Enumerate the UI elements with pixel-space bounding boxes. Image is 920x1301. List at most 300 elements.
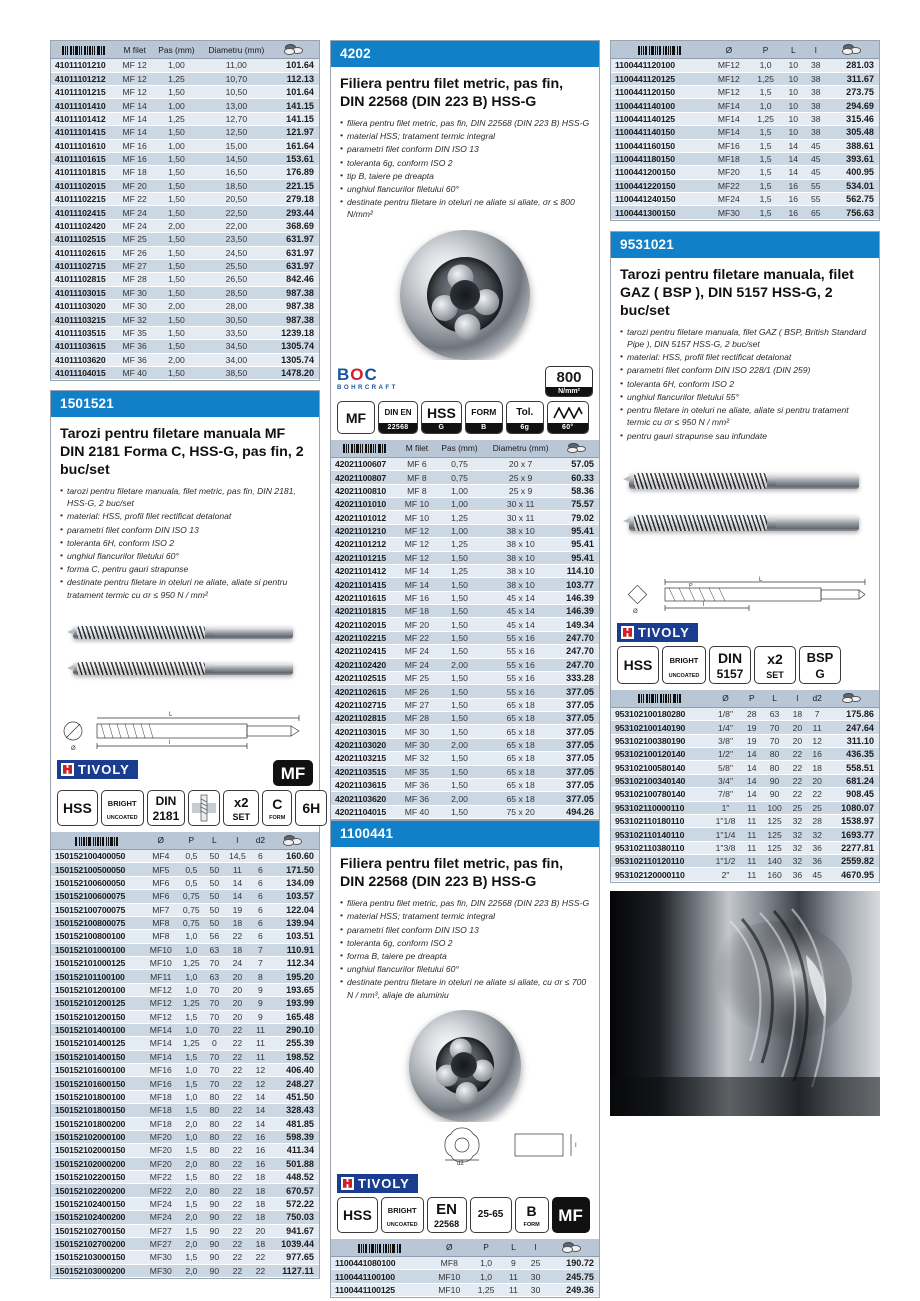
table-row[interactable] xyxy=(51,1197,319,1210)
cell-value: MF7 xyxy=(144,903,178,916)
badge-label-bottom: 5157 xyxy=(716,666,744,681)
table-row[interactable] xyxy=(51,1077,319,1090)
table-row[interactable] xyxy=(51,72,319,85)
cell-value: 125 xyxy=(762,828,788,841)
cell-value: 50 xyxy=(205,903,224,916)
table-row[interactable] xyxy=(51,353,319,366)
table-row[interactable] xyxy=(331,524,599,537)
table-header-row xyxy=(611,690,879,708)
product-title: Tarozi pentru filetare manuala MF DIN 2181 Forma C, HSS-G, pas fin, 2 buc/set xyxy=(60,425,304,478)
badge-din-2181 xyxy=(147,790,186,826)
cell-value: 0,75 xyxy=(178,903,205,916)
table-row[interactable] xyxy=(51,1157,319,1170)
cell-value: 1,25 xyxy=(178,997,205,1010)
product-code: 1100441 xyxy=(331,821,599,847)
strength-unit: N/mm² xyxy=(546,387,592,396)
cell-price: 58.36 xyxy=(557,484,599,497)
tap-image-1 xyxy=(629,473,859,489)
cell-value: MF24 xyxy=(144,1197,178,1210)
table-row[interactable] xyxy=(51,1064,319,1077)
cell-value: 16 xyxy=(251,1144,270,1157)
table-row[interactable] xyxy=(611,206,879,219)
drawing-label-d2: Ø xyxy=(633,608,638,615)
table-row[interactable] xyxy=(611,152,879,165)
table-row[interactable] xyxy=(331,778,599,791)
cell-code: 42021101210 xyxy=(331,524,399,537)
table-row[interactable] xyxy=(611,814,879,827)
table-row[interactable] xyxy=(51,99,319,112)
cell-value: MF16 xyxy=(709,139,750,152)
cell-value: MF 12 xyxy=(399,524,435,537)
table-row[interactable] xyxy=(611,828,879,841)
cell-price: 750.03 xyxy=(270,1211,319,1224)
table-row[interactable] xyxy=(611,166,879,179)
barcode-icon xyxy=(343,444,387,453)
tap-flutes xyxy=(634,515,767,531)
table-row[interactable] xyxy=(331,698,599,711)
price-coins-icon xyxy=(284,44,306,55)
cell-value: 1,50 xyxy=(152,340,201,353)
cell-value: 50 xyxy=(205,916,224,929)
cell-value: 65 x 18 xyxy=(484,765,557,778)
table-row[interactable] xyxy=(51,876,319,889)
table-row[interactable] xyxy=(611,868,879,881)
cell-value: MF18 xyxy=(709,152,750,165)
cell-value: 1,50 xyxy=(435,618,485,631)
cell-value: 1,50 xyxy=(152,326,201,339)
table-row[interactable] xyxy=(51,1211,319,1224)
table-row[interactable] xyxy=(51,233,319,246)
cell-value: 22 xyxy=(807,788,827,801)
cell-price: 987.38 xyxy=(272,286,319,299)
table-row[interactable] xyxy=(611,788,879,801)
table-row[interactable] xyxy=(51,1144,319,1157)
table-row[interactable] xyxy=(611,126,879,139)
cell-code: 1100441100125 xyxy=(331,1283,429,1296)
cell-value: 13,00 xyxy=(201,99,272,112)
table-row[interactable] xyxy=(611,59,879,72)
cell-price: 377.05 xyxy=(557,698,599,711)
cell-value: 14 xyxy=(782,166,805,179)
col-l: l xyxy=(805,41,828,59)
table-row[interactable] xyxy=(51,286,319,299)
cell-value: 20 xyxy=(807,774,827,787)
table-row[interactable] xyxy=(331,671,599,684)
table-row[interactable] xyxy=(611,855,879,868)
cell-value: MF30 xyxy=(144,1264,178,1277)
cell-code: 42021100810 xyxy=(331,484,399,497)
table-row[interactable] xyxy=(611,841,879,854)
table-row[interactable] xyxy=(51,313,319,326)
table-row[interactable] xyxy=(611,86,879,99)
cell-code: 42021103020 xyxy=(331,738,399,751)
cell-value: 55 xyxy=(805,179,828,192)
table-row[interactable] xyxy=(51,1184,319,1197)
table-row[interactable] xyxy=(51,166,319,179)
col-diameter: Ø xyxy=(709,41,750,59)
cell-value: 22 xyxy=(251,1264,270,1277)
table-row[interactable] xyxy=(51,126,319,139)
cell-code: 42021102415 xyxy=(331,645,399,658)
badge-label-top: BRIGHT xyxy=(669,655,699,665)
cell-value: 1,5 xyxy=(178,1171,205,1184)
table-row[interactable] xyxy=(51,59,319,72)
tivoly-wordmark: TIVOLY xyxy=(78,761,130,777)
badge-label-top: FORM xyxy=(471,407,497,418)
cell-value: MF20 xyxy=(144,1130,178,1143)
table-row[interactable] xyxy=(611,112,879,125)
col-pas: Pas (mm) xyxy=(435,440,485,458)
cell-price: 2559.82 xyxy=(827,855,879,868)
cell-value: 22 xyxy=(224,1037,251,1050)
cell-price: 377.05 xyxy=(557,685,599,698)
bullet-item: • material HSS; tratament termic integral xyxy=(340,130,590,142)
table-row[interactable] xyxy=(51,1264,319,1277)
table-row[interactable] xyxy=(331,1257,599,1270)
cell-price: 95.41 xyxy=(557,524,599,537)
cell-value: 16 xyxy=(782,206,805,219)
cell-code: 150152102000200 xyxy=(51,1157,144,1170)
table-row[interactable] xyxy=(51,246,319,259)
table-row[interactable] xyxy=(51,850,319,863)
table-row[interactable] xyxy=(331,792,599,805)
cell-code: 1100441240150 xyxy=(611,193,709,206)
cell-value: 1,50 xyxy=(152,246,201,259)
table-row[interactable] xyxy=(51,259,319,272)
cell-price: 273.75 xyxy=(827,86,879,99)
table-row[interactable] xyxy=(611,179,879,192)
table-row[interactable] xyxy=(331,538,599,551)
cell-value: 10 xyxy=(782,126,805,139)
table-row[interactable] xyxy=(611,707,879,720)
cell-value: 22 xyxy=(787,774,807,787)
table-row[interactable] xyxy=(331,805,599,818)
table-row[interactable] xyxy=(331,685,599,698)
cell-value: 1,5 xyxy=(749,206,782,219)
tap-shank xyxy=(214,628,293,637)
table-row[interactable] xyxy=(51,930,319,943)
table-row[interactable] xyxy=(51,366,319,379)
cell-code: 150152102700150 xyxy=(51,1224,144,1237)
cell-price: 122.04 xyxy=(270,903,319,916)
table-row[interactable] xyxy=(51,112,319,125)
cell-value: MF27 xyxy=(144,1224,178,1237)
bullet-item: • tarozi pentru filetare manuala, filet GAZ ( BSP, British Standard Pipe ), DIN 5157 HSS-G, 2 buc/set xyxy=(620,326,870,350)
table-row[interactable] xyxy=(51,1010,319,1023)
bullet-item: • tarozi pentru filetare manuala, filet metric, pas fin, DIN 2181, HSS-G, 2 buc/set xyxy=(60,485,310,509)
cell-price: 221.15 xyxy=(272,179,319,192)
table-row[interactable] xyxy=(51,139,319,152)
cell-price: 436.35 xyxy=(827,748,879,761)
cell-value: 55 x 16 xyxy=(484,685,557,698)
cell-value: 80 xyxy=(762,748,788,761)
cell-value: 1,25 xyxy=(178,1037,205,1050)
cell-value: 90 xyxy=(205,1264,224,1277)
cell-value: 11 xyxy=(503,1270,525,1283)
table-row[interactable] xyxy=(331,564,599,577)
table-row[interactable] xyxy=(51,1237,319,1250)
cell-code: 953102110000110 xyxy=(611,801,709,814)
cell-value: 70 xyxy=(205,1050,224,1063)
cell-value: MF30 xyxy=(144,1251,178,1264)
table-row[interactable] xyxy=(331,471,599,484)
cell-value: 22 xyxy=(224,930,251,943)
cell-value: 7 xyxy=(251,943,270,956)
cell-value: MF 27 xyxy=(117,259,152,272)
table-row[interactable] xyxy=(611,761,879,774)
cell-value: 1,50 xyxy=(152,152,201,165)
cell-value: 80 xyxy=(205,1130,224,1143)
table-row[interactable] xyxy=(51,206,319,219)
cell-price: 377.05 xyxy=(557,778,599,791)
table-row[interactable] xyxy=(51,340,319,353)
bullet-item: • material: HSS, profil filet rectificat detalonat xyxy=(620,351,870,363)
drawing-label-h: I xyxy=(575,1142,577,1149)
table-41011 xyxy=(51,41,319,380)
cell-value: 1,00 xyxy=(152,139,201,152)
tap-shank xyxy=(214,664,293,673)
table-row[interactable] xyxy=(51,86,319,99)
brand-row xyxy=(331,1168,599,1193)
cell-code: 150152101200125 xyxy=(51,997,144,1010)
table-row[interactable] xyxy=(51,326,319,339)
cell-value: 2,0 xyxy=(178,1237,205,1250)
cell-price: 95.41 xyxy=(557,551,599,564)
table-row[interactable] xyxy=(51,863,319,876)
table-row[interactable] xyxy=(331,591,599,604)
cell-price: 249.36 xyxy=(547,1283,599,1296)
cell-code: 150152101600150 xyxy=(51,1077,144,1090)
table-row[interactable] xyxy=(611,721,879,734)
cell-value: 14 xyxy=(742,788,762,801)
table-row[interactable] xyxy=(331,1270,599,1283)
cell-value: 65 x 18 xyxy=(484,752,557,765)
cell-value: 1"1/2 xyxy=(709,855,742,868)
tap-image-2 xyxy=(629,515,859,531)
table-row[interactable] xyxy=(611,99,879,112)
cell-value: 25 x 9 xyxy=(484,471,557,484)
cell-value: 11 xyxy=(503,1283,525,1296)
cell-value: 1,25 xyxy=(435,564,485,577)
die-image xyxy=(392,230,539,360)
table-row[interactable] xyxy=(51,193,319,206)
table-row[interactable] xyxy=(611,139,879,152)
table-row[interactable] xyxy=(331,618,599,631)
cell-value: 1,0 xyxy=(178,943,205,956)
table-row[interactable] xyxy=(331,712,599,725)
cell-value: 1,0 xyxy=(178,1090,205,1103)
product-body xyxy=(51,417,319,610)
cell-code: 42021102420 xyxy=(331,658,399,671)
table-row[interactable] xyxy=(51,273,319,286)
table-row[interactable] xyxy=(51,903,319,916)
table-row[interactable] xyxy=(51,179,319,192)
cell-value: 70 xyxy=(205,1023,224,1036)
table-body xyxy=(611,707,879,881)
table-row[interactable] xyxy=(51,970,319,983)
cell-value: MF14 xyxy=(709,112,750,125)
cell-value: 22 xyxy=(224,1157,251,1170)
product-1501521 xyxy=(50,390,320,1279)
col-diameter: Ø xyxy=(144,832,178,850)
table-row[interactable] xyxy=(331,725,599,738)
cell-value: 2,00 xyxy=(435,792,485,805)
col-L: L xyxy=(205,832,224,850)
table-row[interactable] xyxy=(331,752,599,765)
col-l: l xyxy=(787,690,807,708)
product-photo-taps xyxy=(51,610,319,706)
table-row[interactable] xyxy=(331,498,599,511)
table-row[interactable] xyxy=(331,551,599,564)
cell-value: 18 xyxy=(807,761,827,774)
cell-value: 11 xyxy=(742,814,762,827)
cell-price: 103.51 xyxy=(270,930,319,943)
cell-code: 41011101210 xyxy=(51,59,117,72)
cell-value: 1,0 xyxy=(178,970,205,983)
cell-value: 1,5 xyxy=(178,1010,205,1023)
table-row[interactable] xyxy=(331,578,599,591)
table-row[interactable] xyxy=(51,1224,319,1237)
badge-row-1501521 xyxy=(51,786,319,832)
cell-value: 1,5 xyxy=(749,126,782,139)
die-lobe xyxy=(454,1080,479,1105)
cell-value: 38 x 10 xyxy=(484,578,557,591)
cell-value: 3/4" xyxy=(709,774,742,787)
table-row[interactable] xyxy=(51,1171,319,1184)
col-barcode xyxy=(331,440,399,458)
table-row[interactable] xyxy=(51,1104,319,1117)
table-body xyxy=(331,457,599,818)
cell-value: 70 xyxy=(205,1064,224,1077)
cell-value: 22 xyxy=(224,1050,251,1063)
product-body xyxy=(331,847,599,1010)
table-row[interactable] xyxy=(331,457,599,470)
table-row[interactable] xyxy=(51,997,319,1010)
cell-value: MF 8 xyxy=(399,471,435,484)
table-row[interactable] xyxy=(611,748,879,761)
cell-price: 160.60 xyxy=(270,850,319,863)
cell-price: 987.38 xyxy=(272,313,319,326)
cell-value: 28,00 xyxy=(201,300,272,313)
cell-value: MF16 xyxy=(144,1064,178,1077)
cell-value: 7 xyxy=(251,957,270,970)
cell-value: 22 xyxy=(224,1237,251,1250)
cell-value: 65 x 18 xyxy=(484,712,557,725)
barcode-icon xyxy=(638,694,682,703)
table-row[interactable] xyxy=(51,300,319,313)
cell-value: 22 xyxy=(224,1211,251,1224)
table-row[interactable] xyxy=(331,765,599,778)
cell-price: 247.70 xyxy=(557,645,599,658)
cell-price: 112.13 xyxy=(272,72,319,85)
cell-code: 42021102715 xyxy=(331,698,399,711)
cell-value: 25 xyxy=(787,801,807,814)
badge-label-top: EN xyxy=(436,1200,457,1218)
table-row[interactable] xyxy=(331,605,599,618)
cell-value: 90 xyxy=(205,1251,224,1264)
table-row[interactable] xyxy=(51,890,319,903)
cell-value: 11 xyxy=(742,828,762,841)
table-row[interactable] xyxy=(51,957,319,970)
cell-value: MF 30 xyxy=(117,300,152,313)
table-row[interactable] xyxy=(611,193,879,206)
drawing-label-L: L xyxy=(759,576,763,583)
cell-value: 20 xyxy=(787,721,807,734)
cell-value: 14 xyxy=(224,890,251,903)
table-row[interactable] xyxy=(611,774,879,787)
table-row[interactable] xyxy=(51,916,319,929)
cell-price: 279.18 xyxy=(272,193,319,206)
cell-price: 195.20 xyxy=(270,970,319,983)
table-row[interactable] xyxy=(611,801,879,814)
cell-code: 41011101815 xyxy=(51,166,117,179)
cell-price: 377.05 xyxy=(557,712,599,725)
cell-code: 1100441160150 xyxy=(611,139,709,152)
table-row[interactable] xyxy=(51,983,319,996)
cell-code: 150152101800200 xyxy=(51,1117,144,1130)
cell-price: 175.86 xyxy=(827,707,879,720)
badge-label-bottom: FORM xyxy=(269,815,286,822)
table-row[interactable] xyxy=(331,738,599,751)
table-row[interactable] xyxy=(51,219,319,232)
cell-value: 1,5 xyxy=(749,179,782,192)
cell-price: 305.48 xyxy=(827,126,879,139)
col-p: P xyxy=(742,690,762,708)
table-row[interactable] xyxy=(51,1023,319,1036)
table-row[interactable] xyxy=(611,72,879,85)
table-row[interactable] xyxy=(51,1050,319,1063)
cell-value: 55 x 16 xyxy=(484,631,557,644)
cell-value: 0,5 xyxy=(178,863,205,876)
badge-bright-uncoated xyxy=(101,790,144,826)
cell-price: 501.88 xyxy=(270,1157,319,1170)
badge-b-form xyxy=(515,1197,549,1233)
cell-value: 70 xyxy=(205,983,224,996)
table-row[interactable] xyxy=(331,484,599,497)
cell-value: 55 x 16 xyxy=(484,671,557,684)
table-row[interactable] xyxy=(331,658,599,671)
cell-price: 248.27 xyxy=(270,1077,319,1090)
cell-value: 20 xyxy=(224,997,251,1010)
cell-value: 14,5 xyxy=(224,850,251,863)
cell-value: 24 xyxy=(224,957,251,970)
table-row[interactable] xyxy=(51,1037,319,1050)
cell-value: 45 xyxy=(805,166,828,179)
table-row[interactable] xyxy=(611,734,879,747)
left-column xyxy=(50,40,320,1279)
table-row[interactable] xyxy=(51,1090,319,1103)
cell-value: MF 24 xyxy=(117,206,152,219)
cell-price: 987.38 xyxy=(272,300,319,313)
table-row[interactable] xyxy=(51,1117,319,1130)
table-row[interactable] xyxy=(51,1130,319,1143)
product-title: Tarozi pentru filetare manuala, filet GAZ ( BSP ), DIN 5157 HSS-G, 2 buc/set xyxy=(620,266,854,319)
cell-value: MF 16 xyxy=(117,139,152,152)
table-row[interactable] xyxy=(331,1283,599,1296)
table-row[interactable] xyxy=(51,943,319,956)
cell-value: 18 xyxy=(251,1237,270,1250)
cell-price: 315.46 xyxy=(827,112,879,125)
table-row[interactable] xyxy=(331,631,599,644)
table-row[interactable] xyxy=(51,152,319,165)
cell-value: 1,0 xyxy=(749,99,782,112)
cell-code: 42021101012 xyxy=(331,511,399,524)
table-1100441-part2 xyxy=(611,41,879,220)
table-row[interactable] xyxy=(331,645,599,658)
table-row[interactable] xyxy=(331,511,599,524)
right-column xyxy=(610,40,880,1279)
table-row[interactable] xyxy=(51,1251,319,1264)
